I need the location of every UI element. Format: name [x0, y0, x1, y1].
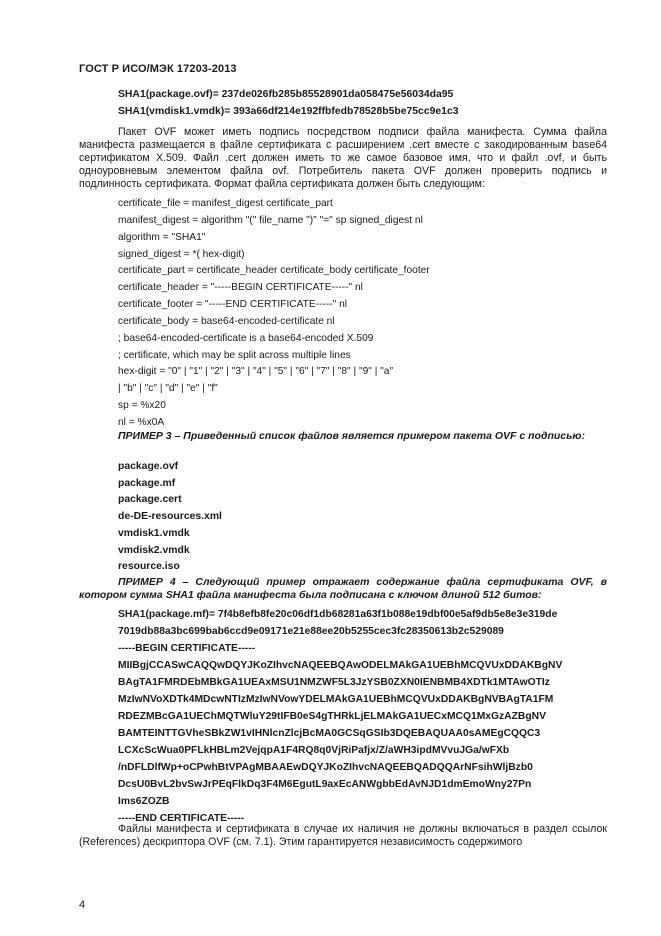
- grammar-line: certificate_part = certificate_header certificate_body certificate_footer: [118, 265, 430, 277]
- cert-line: BAMTEINTTGVheSBkZW1vIHNlcnZlcjBcMA0GCSqGSIb3DQEBAQUAA0sAMEgCQQC3: [118, 728, 541, 739]
- cert-line: -----BEGIN CERTIFICATE-----: [118, 643, 256, 654]
- cert-line: -----END CERTIFICATE-----: [118, 813, 245, 824]
- document-header: ГОСТ Р ИСО/МЭК 17203-2013: [79, 63, 237, 75]
- hash-line-vmdk: SHA1(vmdisk1.vmdk)= 393a66df214e192ffbfedb78528b5be75cc9e1c3: [118, 105, 459, 117]
- hash-lines: [0, 87, 661, 120]
- grammar-line: certificate_body = base64-encoded-certificate nl: [118, 315, 335, 327]
- file-list-item: resource.iso: [118, 561, 180, 573]
- grammar-line: algorithm = "SHA1": [118, 231, 206, 243]
- cert-line: RDEZMBcGA1UEChMQTWluY29tIFB0eS4gTHRkLjELMAkGA1UECxMCQ1MxGzAZBgNV: [118, 711, 546, 722]
- cert-line: MzIwNVoXDTk4MDcwNTIzMzIwNVowYDELMAkGA1UEBhMCQVUxDDAKBgNVBAgTA1FM: [118, 694, 554, 705]
- cert-line: LCXcScWua0PFLkHBLm2VejqpA1F4RQ8q0VjRiPafjx/Z/aWH3ipdMVvuJGa/wFXb: [118, 745, 510, 756]
- example-3-caption: ПРИМЕР 3 – Приведенный список файлов является примером пакета OVF с подписью:: [118, 430, 585, 442]
- grammar-line: | "b" | "c" | "d" | "e" | "f": [118, 383, 218, 395]
- file-list-item: package.mf: [118, 477, 176, 489]
- cert-line: /nDFLDlfWp+oCPwhBtVPAgMBAAEwDQYJKoZIhvcNAQEEBQADQQArNFsihWljBzb0: [118, 762, 533, 773]
- grammar-line: ; certificate, which may be split across multiple lines: [118, 349, 351, 361]
- paragraph-signature: Пакет OVF может иметь подпись посредством подписи файла манифеста. Сумма файла манифеста размещается в файле сертификата с расширением .cert вместе с закодированным base64 сертификатом X.509. Файл .cert должен иметь то же самое базовое имя, что и файл .ovf, и быть одноуровневым элементом файла ovf. Потребитель пакета OVF должен проверить подпись и подлинность сертификата. Формат файла сертификата должен быть следующим:: [79, 126, 607, 191]
- cert-line: BAgTA1FMRDEbMBkGA1UEAxMSU1NMZWF5L3JzYSB0ZXN0IENBMB4XDTk1MTAwOTIz: [118, 677, 550, 688]
- cert-line: DcsU0BvL2bvSwJrPEqFlkDq3F4M6EgutL9axEcANWgbbEdAvNJD1dmEmoWny27Pn: [118, 779, 532, 790]
- cert-line: Ims6ZOZB: [118, 796, 170, 807]
- file-list: [0, 459, 661, 576]
- file-list-item: vmdisk2.vmdk: [118, 544, 190, 556]
- grammar-line: certificate_file = manifest_digest certificate_part: [118, 198, 333, 209]
- grammar-line: ; base64-encoded-certificate is a base64-encoded X.509: [118, 332, 374, 344]
- certificate-content: [0, 606, 661, 827]
- file-list-item: vmdisk1.vmdk: [118, 527, 190, 539]
- file-list-item: package.ovf: [118, 461, 179, 472]
- grammar-line: signed_digest = *( hex-digit): [118, 248, 245, 260]
- grammar-line: hex-digit = "0" | "1" | "2" | "3" | "4" | "5" | "6" | "7" | "8" | "9" | "a": [118, 366, 394, 378]
- grammar-line: certificate_header = "-----BEGIN CERTIFICATE-----" nl: [118, 282, 363, 294]
- grammar-line: certificate_footer = "-----END CERTIFICATE-----" nl: [118, 299, 348, 311]
- file-list-item: package.cert: [118, 494, 182, 506]
- cert-line: MIIBgjCCASwCAQQwDQYJKoZIhvcNAQEEBQAwODELMAkGA1UEBhMCQVUxDDAKBgNV: [118, 660, 563, 671]
- certificate-grammar: [0, 196, 661, 432]
- paragraph-manifest-refs: Файлы манифеста и сертификата в случае их наличия не должны включаться в раздел ссылок (References) дескриптора OVF (см. 7.1). Этим гарантируется независимость содержимого: [79, 823, 607, 849]
- grammar-line: nl = %x0A: [118, 416, 165, 428]
- file-list-item: de-DE-resources.xml: [118, 511, 222, 523]
- hash-line-ovf: SHA1(package.ovf)= 237de026fb285b85528901da058475e56034da95: [118, 89, 454, 100]
- cert-line: SHA1(package.mf)= 7f4b8efb8fe20c06df1db68281a63f1b088e19dbf00e5af9db5e8e3e319de: [118, 609, 558, 620]
- grammar-line: manifest_digest = algorithm "(" file_name ")" "=" sp signed_digest nl: [118, 214, 423, 226]
- page-number: 4: [79, 899, 86, 911]
- cert-line: 7019db88a3bc699bab6ccd9e09171e21e88ee20b5255cec3fc28350613b2c529089: [118, 626, 504, 637]
- example-4-caption: ПРИМЕР 4 – Следующий пример отражает содержание файла сертификата OVF, в котором сумма SHA1 файла манифеста была подписана с ключом длиной 512 битов:: [79, 576, 607, 601]
- grammar-line: sp = %x20: [118, 400, 166, 412]
